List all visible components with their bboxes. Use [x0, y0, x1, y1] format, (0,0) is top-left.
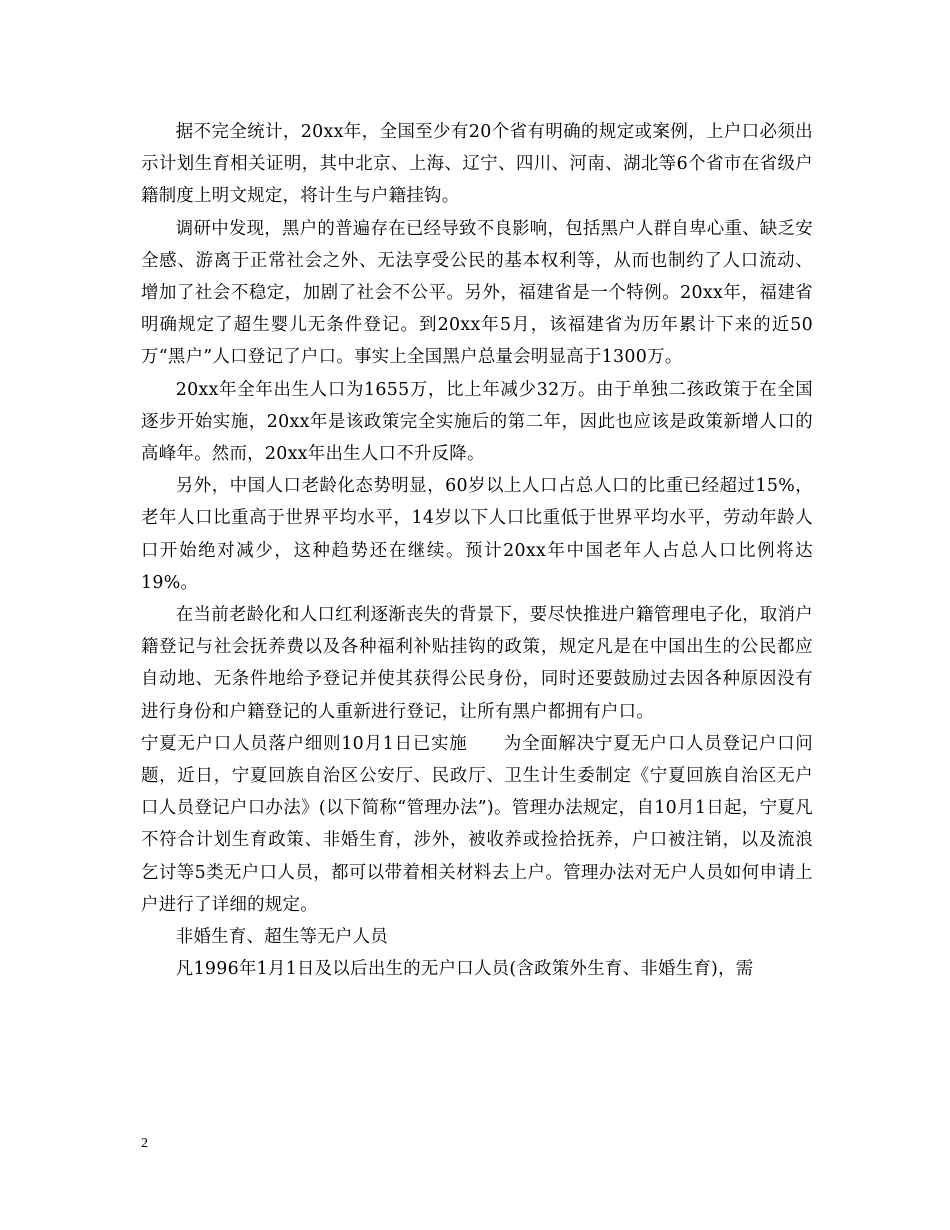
paragraph-recommendation: 在当前老龄化和人口红利逐渐丧失的背景下，要尽快推进户籍管理电子化，取消户籍登记与社会抚养费以及各种福利补贴挂钩的政策，规定凡是在中国出生的公民都应自动地、无条件地给予登记并使其获得公民身份，同时还要鼓励过去因各种原因没有进行身份和户籍登记的人重新进行登记，让所有黑户都拥有户口。	[141, 605, 813, 722]
section-heading-unregistered: 非婚生育、超生等无户人员	[175, 927, 389, 948]
paragraph-statistics: 据不完全统计，20xx年，全国至少有20个省有明确的规定或案例，上户口必须出示计划生育相关证明，其中北京、上海、辽宁、四川、河南、湖北等6个省市在省级户籍制度上明文规定，将计生与户籍挂钩。	[141, 122, 813, 207]
page-number: 2	[141, 1136, 148, 1151]
document-body	[141, 116, 813, 985]
paragraph-aging: 另外，中国人口老龄化态势明显，60岁以上人口占总人口的比重已经超过15%，老年人口比重高于世界平均水平，14岁以下人口比重低于世界平均水平，劳动年龄人口开始绝对减少，这种趋势还在继续。预计20xx年中国老年人占总人口比例将达19%。	[141, 476, 813, 593]
paragraph-research-findings: 调研中发现，黑户的普遍存在已经导致不良影响，包括黑户人群自卑心重、缺乏安全感、游离于正常社会之外、无法享受公民的基本权利等，从而也制约了人口流动、增加了社会不稳定，加剧了社会不公平。另外，福建省是一个特例。20xx年，福建省明确规定了超生婴儿无条件登记。到20xx年5月，该福建省为历年累计下来的近50万“黑户”人口登记了户口。事实上全国黑户总量会明显高于1300万。	[141, 218, 813, 368]
paragraph-1996-rule: 凡1996年1月1日及以后出生的无户口人员(含政策外生育、非婚生育)，需	[175, 959, 754, 980]
paragraph-birth-population: 20xx年全年出生人口为1655万，比上年减少32万。由于单独二孩政策于在全国逐步开始实施，20xx年是该政策完全实施后的第二年，因此也应该是政策新增人口的高峰年。然而，20xx年出生人口不升反降。	[141, 379, 813, 465]
paragraph-ningxia-policy: 宁夏无户口人员落户细则10月1日已实施 为全面解决宁夏无户口人员登记户口问题，近日，宁夏回族自治区公安厅、民政厅、卫生计生委制定《宁夏回族自治区无户口人员登记户口办法》(以下简称“管理办法”)。管理办法规定，自10月1日起，宁夏凡不符合计划生育政策、非婚生育，涉外，被收养或捡拾抚养，户口被注销，以及流浪乞讨等5类无户口人员，都可以带着相关材料去上户。管理办法对无户人员如何申请上户进行了详细的规定。	[141, 733, 813, 915]
